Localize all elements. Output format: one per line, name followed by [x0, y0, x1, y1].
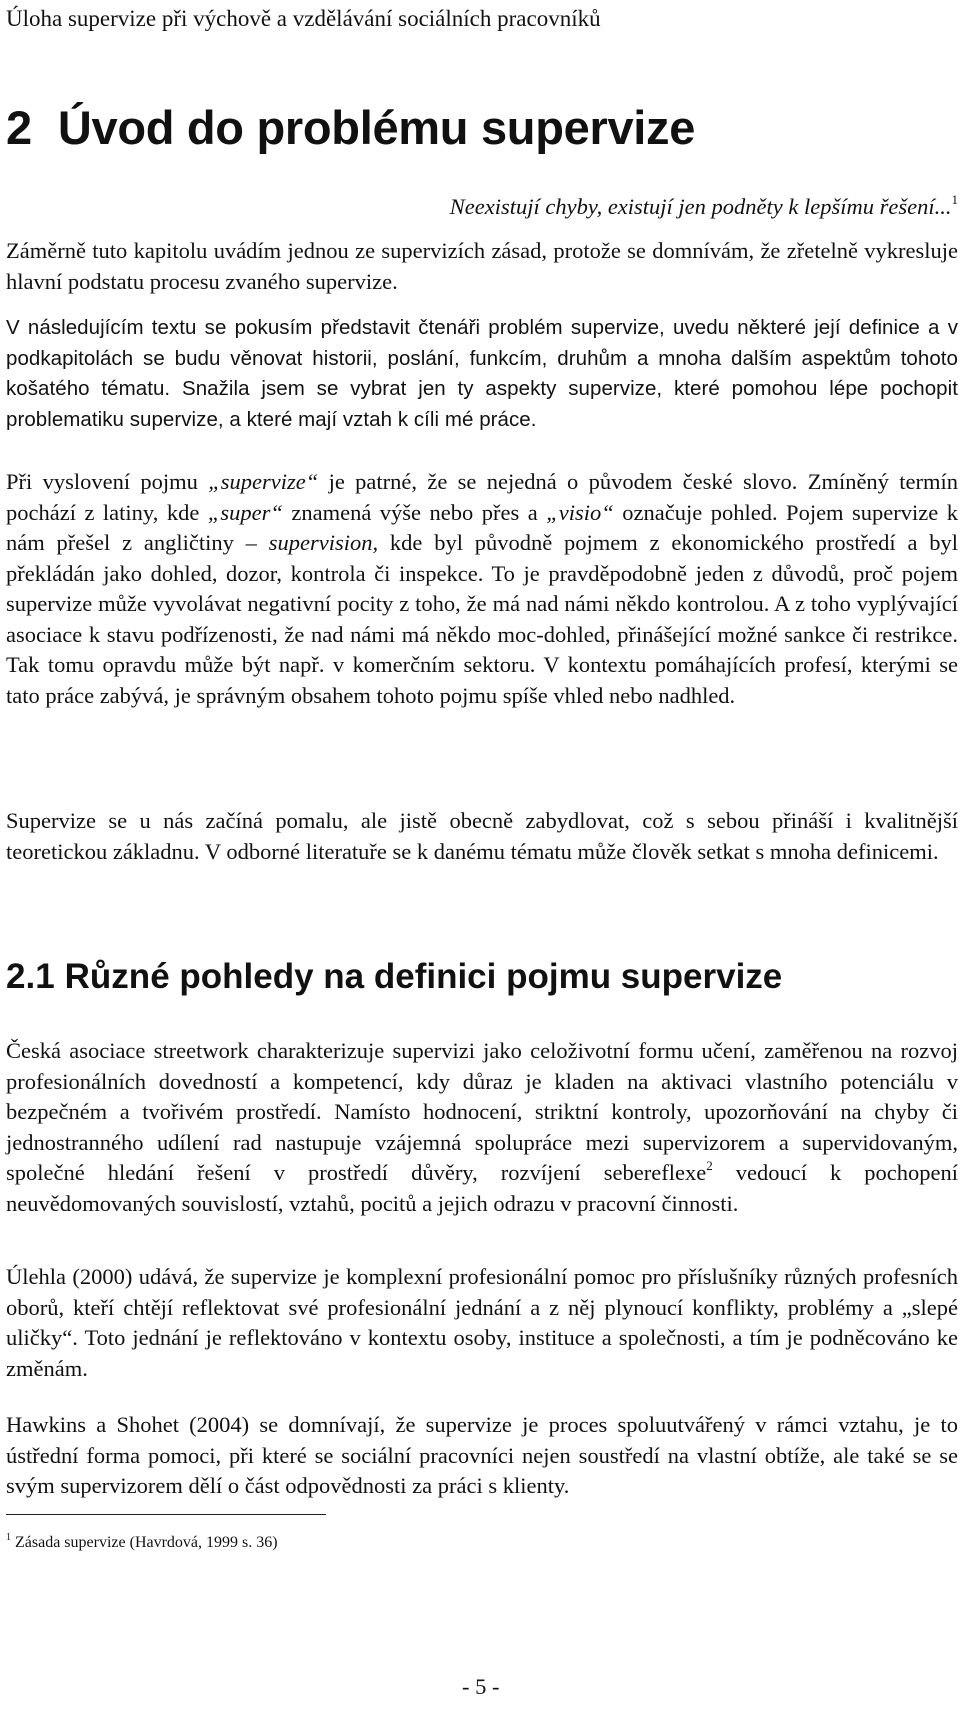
footnote-ref-2[interactable]: 2 [706, 1158, 713, 1173]
section-paragraph-1-block [6, 1036, 958, 1219]
motto-footnote-ref[interactable]: 1 [951, 192, 958, 207]
term-visio: „visio“ [546, 499, 614, 525]
chapter-motto [450, 192, 958, 222]
intro-p3-text: je patrné, že se nejedná o původem české slovo. Zmíněný termín pochází z latiny, kde [6, 469, 958, 525]
intro-p3-text: označuje pohled. Pojem supervize k nám přešel z angličtiny – [6, 499, 959, 555]
intro-p3-text: Při vyslovení pojmu [6, 469, 209, 494]
section-p1-text: vedoucí k pochopení neuvědomovaných souvislostí, vztahů, pocitů a jejich odrazu v pracovní činnosti. [6, 1160, 958, 1216]
term-supervize: „supervize“ [208, 469, 319, 494]
term-supervision: supervision, [268, 530, 379, 555]
section-paragraph-2: Úlehla (2000) udává, že supervize je komplexní profesionální pomoc pro příslušníky různých profesních oborů, kteří chtějí reflektovat své profesionální jednání a z něj plynoucí konflikty, problémy a „slepé uličky“. Toto jednání je reflektováno v kontextu osoby, instituce a společnosti, a tím je podněcováno ke změnám. [6, 1264, 958, 1381]
footnote-marker: 1 [6, 1532, 11, 1543]
intro-p3-text: kde byl původně pojmem z ekonomického prostředí a byl překládán jako dohled, dozor, kontrola či inspekce. To je pravděpodobně jeden z důvodů, proč pojem supervize může vyvolávat negativní pocity z toho, že má nad námi někdo kontrolou. A z toho vyplývající asociace k stavu podřízenosti, že nad námi má někdo moc-dohled, přinášející možné sankce či restrikce. Tak tomu opravdu může být např. v komerčním sektoru. V kontextu pomáhajících profesí, kterými se tato práce zabývá, je správným obsahem tohoto pojmu spíše vhled nebo nadhled. [6, 530, 958, 708]
intro-paragraph-2-block [6, 313, 958, 435]
section-paragraph-1 [6, 1036, 958, 1219]
section-title: Různé pohledy na definici pojmu supervize [64, 957, 783, 996]
intro-paragraph-3-block [6, 467, 958, 711]
intro-paragraph-4-block [6, 806, 958, 867]
intro-p3-text: znamená výše nebo přes a [282, 499, 547, 525]
intro-paragraph-2: V následujícím textu se pokusím představit čtenáři problém supervize, uvedu některé její definice a v podkapitolách se budu věnovat historii, poslání, funkcím, druhům a mnoha dalším aspektům tohoto košatého tématu. Snažila jsem se vybrat jen ty aspekty supervize, které pomohou lépe pochopit problematiku supervize, a které mají vztah k cíli mé práce. [6, 316, 958, 431]
intro-paragraph-1: Záměrně tuto kapitolu uvádím jednou ze supervizích zásad, protože se domnívám, že zřetelně vykresluje hlavní podstatu procesu zvaného supervize. [6, 238, 958, 294]
motto-text: Neexistují chyby, existují jen podněty k lepšímu řešení... [449, 194, 952, 219]
footnote-separator [6, 1514, 326, 1515]
chapter-number: 2 [6, 101, 32, 154]
page-number: - 5 - [462, 1674, 500, 1699]
intro-paragraph-3 [6, 467, 958, 711]
term-super: „super“ [207, 499, 283, 525]
chapter-title: Úvod do problému supervize [57, 101, 696, 154]
section-paragraph-2-block [6, 1262, 958, 1384]
section-number: 2.1 [6, 957, 55, 996]
section-heading [6, 954, 782, 1000]
running-header: Úloha supervize při výchově a vzdělávání sociálních pracovníků [6, 6, 601, 31]
chapter-heading [6, 98, 695, 158]
section-paragraph-3-block [6, 1410, 958, 1502]
footnote [6, 1532, 278, 1554]
section-p1-text: Česká asociace streetwork charakterizuje supervizi jako celoživotní formu učení, zaměřenou na rozvoj profesionálních dovedností a kompetencí, kdy důraz je kladen na aktivaci vlastního potenciálu v bezpečném a tvořivém prostředí. Namísto hodnocení, striktní kontroly, upozorňování na chyby či jednostranného udílení rad nastupuje vzájemná spolupráce mezi supervizorem a supervidovaným, společné hledání řešení v prostředí důvěry, rozvíjení sebereflexe [6, 1038, 958, 1185]
intro-paragraph-1-block [6, 236, 958, 297]
section-paragraph-3: Hawkins a Shohet (2004) se domnívají, že supervize je proces spoluutvářený v rámci vztahu, je to ústřední forma pomoci, při které se sociální pracovníci nejen soustředí na vlastní obtíže, ale také se se svým supervizorem dělí o část odpovědnosti za práci s klienty. [6, 1412, 958, 1498]
footnote-text: Zásada supervize (Havrdová, 1999 s. 36) [15, 1534, 278, 1551]
intro-paragraph-4: Supervize se u nás začíná pomalu, ale jistě obecně zabydlovat, což s sebou přináší i kvalitnější teoretickou základnu. V odborné literatuře se k danému tématu může člověk setkat s mnoha definicemi. [6, 808, 958, 864]
